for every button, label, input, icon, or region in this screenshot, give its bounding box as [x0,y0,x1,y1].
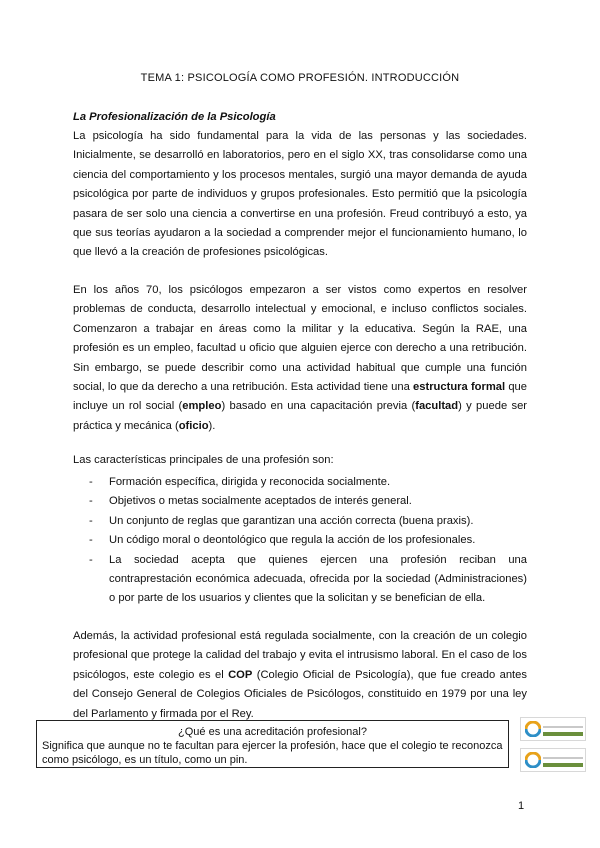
list-item: - Formación específica, dirigida y reconocida socialmente. [73,473,527,492]
list-item: - Un código moral o deontológico que regula la acción de los profesionales. [73,531,527,550]
term-oficio: oficio [178,419,209,432]
document-title: TEMA 1: PSICOLOGÍA COMO PROFESIÓN. INTRODUCCIÓN [140,72,460,84]
logo-arc-orange [526,722,540,729]
logo-brand-bar [543,732,583,736]
accreditation-box [36,720,509,768]
logo-arc-orange [526,753,540,760]
page-number: 1 [518,800,525,812]
accreditation-logo-coach-icon [520,748,586,772]
characteristics-list [73,473,527,609]
paragraph-3: Además, la actividad profesional está regulada socialmente, con la creación de un colegio profesional que protege la calidad del trabajo y evita el intrusismo laboral. En el caso de los psicólogos, este colegio es el COP (Colegio Oficial de Psicología), que fue creado antes del Consejo General de Colegios Oficiales de Psicólogos, constituido en 1979 por una ley del Parlamento y firmada por el Rey. [73,630,527,720]
bullet-dash: - [89,495,93,508]
logo-arc-blue [526,760,540,767]
paragraph-1: La psicología ha sido fundamental para la vida de las personas y las sociedades. Inicialmente, se desarrolló en laboratorios, pero en el siglo XX, tras consolidarse como una ciencia del comportamiento y los procesos mentales, surgió una mayor demanda de ayuda psicológica por parte de individuos y grupos profesionales. Esto permitió que la psicología pasara de ser solo una ciencia a convertirse en una profesión. Freud contribuyó a esto, ya que sus teorías ayudaron a la sociedad a comprender mejor el funcionamiento humano, lo que llevó a la creación de profesiones psicológicas. [73,130,527,259]
term-facultad: facultad [415,400,459,413]
accreditation-logo-forensic-icon [520,717,586,741]
list-item: - La sociedad acepta que quienes ejercen una profesión reciban una contraprestación económica adecuada, ofrecida por la sociedad (Administraciones) o por parte de los usuarios y clientes que la solicitan y se benefician de ella. [73,551,527,609]
bullet-dash: - [89,514,93,527]
list-item: - Objetivos o metas socialmente aceptados de interés general. [73,492,527,511]
box-question: ¿Qué es una acreditación profesional? [178,726,367,738]
term-empleo: empleo [182,400,222,413]
term-cop: COP [228,668,253,681]
bullet-dash: - [89,534,93,547]
list-intro: Las características principales de una profesión son: [73,454,334,466]
bullet-dash: - [89,476,93,488]
section-heading: La Profesionalización de la Psicología [73,111,276,123]
logo-subtitle-bar [543,757,583,759]
term-estructura-formal: estructura formal [413,381,506,394]
box-answer: Significa que aunque no te facultan para ejercer la profesión, hace que el colegio te reconozca como psicólogo, es un título, como un pin. [42,740,503,766]
logo-arc-blue [526,729,540,736]
paragraph-2: En los años 70, los psicólogos empezaron a ser vistos como expertos en resolver problemas de conducta, desarrollo intelectual y emocional, e incluso conflictos sociales. Comenzaron a trabajar en áreas como la militar y la educativa. Según la RAE, una profesión es un empleo, facultad u oficio que alguien ejerce con derecho a una retribución. Sin embargo, se puede describir como una actividad habitual que cumple una función social, lo que da derecho a una retribución. Esta actividad tiene una estructura formal que incluye un rol social (empleo) basado en una capacitación previa (facultad) y puede ser práctica y mecánica (oficio). [73,284,528,432]
logo-brand-bar [543,763,583,767]
list-item: - Un conjunto de reglas que garantizan una acción correcta (buena praxis). [73,512,527,531]
logo-subtitle-bar [543,726,583,728]
bullet-dash: - [89,553,93,566]
